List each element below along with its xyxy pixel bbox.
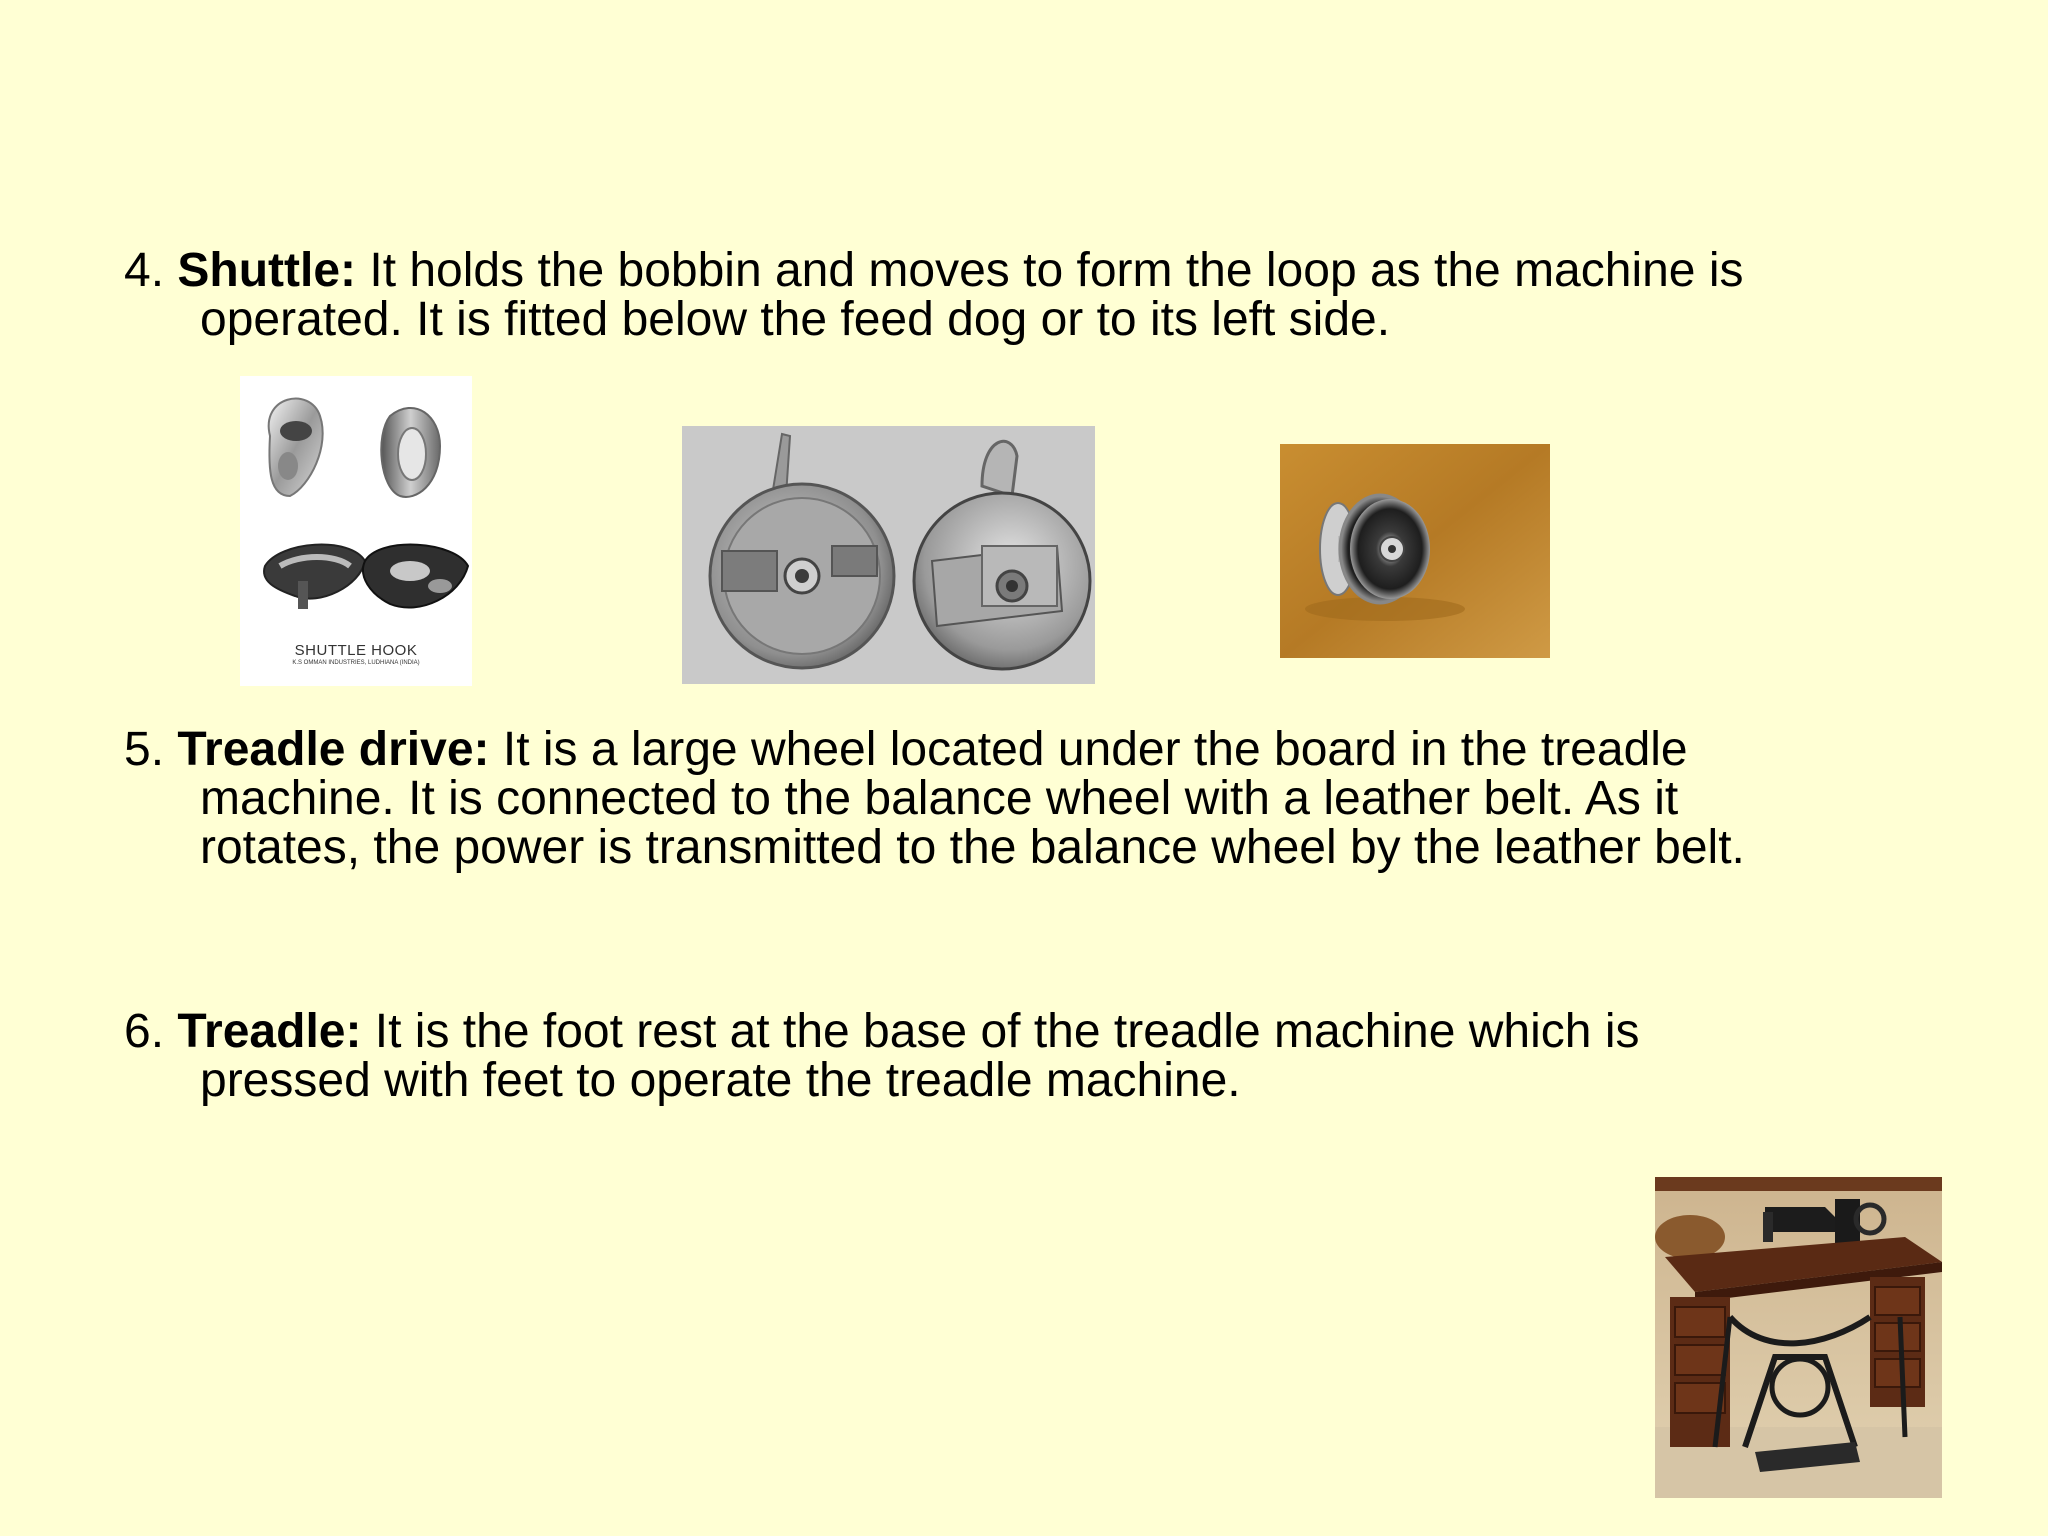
item-text: machine. It is connected to the balance wheel with a leather belt. As it (200, 772, 1679, 825)
bobbin-image (1280, 444, 1550, 658)
shuttle-hook-image (240, 376, 472, 686)
item-text: It is a large wheel located under the board in the treadle (489, 723, 1688, 776)
item-number: 5. (124, 723, 165, 776)
item-shuttle (124, 246, 1904, 344)
item-term: Treadle: (177, 1005, 362, 1058)
item-text: rotates, the power is transmitted to the balance wheel by the leather belt. (200, 821, 1745, 874)
item-treadle-drive-line-1 (124, 725, 1904, 774)
item-number: 6. (124, 1005, 165, 1058)
item-treadle-drive (124, 725, 1904, 872)
treadle-machine-image (1655, 1177, 1942, 1498)
item-text: It is the foot rest at the base of the treadle machine which is (361, 1005, 1640, 1058)
shuttle-hook-subcaption: K.S OMMAN INDUSTRIES, LUDHIANA (INDIA) (292, 660, 420, 666)
bobbin-case-image (682, 426, 1095, 684)
item-term: Treadle drive: (177, 723, 490, 776)
shuttle-hook-caption: SHUTTLE HOOK (294, 642, 418, 659)
item-text: pressed with feet to operate the treadle machine. (200, 1054, 1241, 1107)
item-shuttle-line-1 (124, 246, 1904, 295)
item-number: 4. (124, 244, 165, 297)
item-treadle (124, 1007, 1904, 1105)
item-text: It holds the bobbin and moves to form the loop as the machine is (356, 244, 1744, 297)
item-treadle-line-1 (124, 1007, 1904, 1056)
item-text: operated. It is fitted below the feed dog or to its left side. (200, 293, 1391, 346)
item-term: Shuttle: (177, 244, 357, 297)
